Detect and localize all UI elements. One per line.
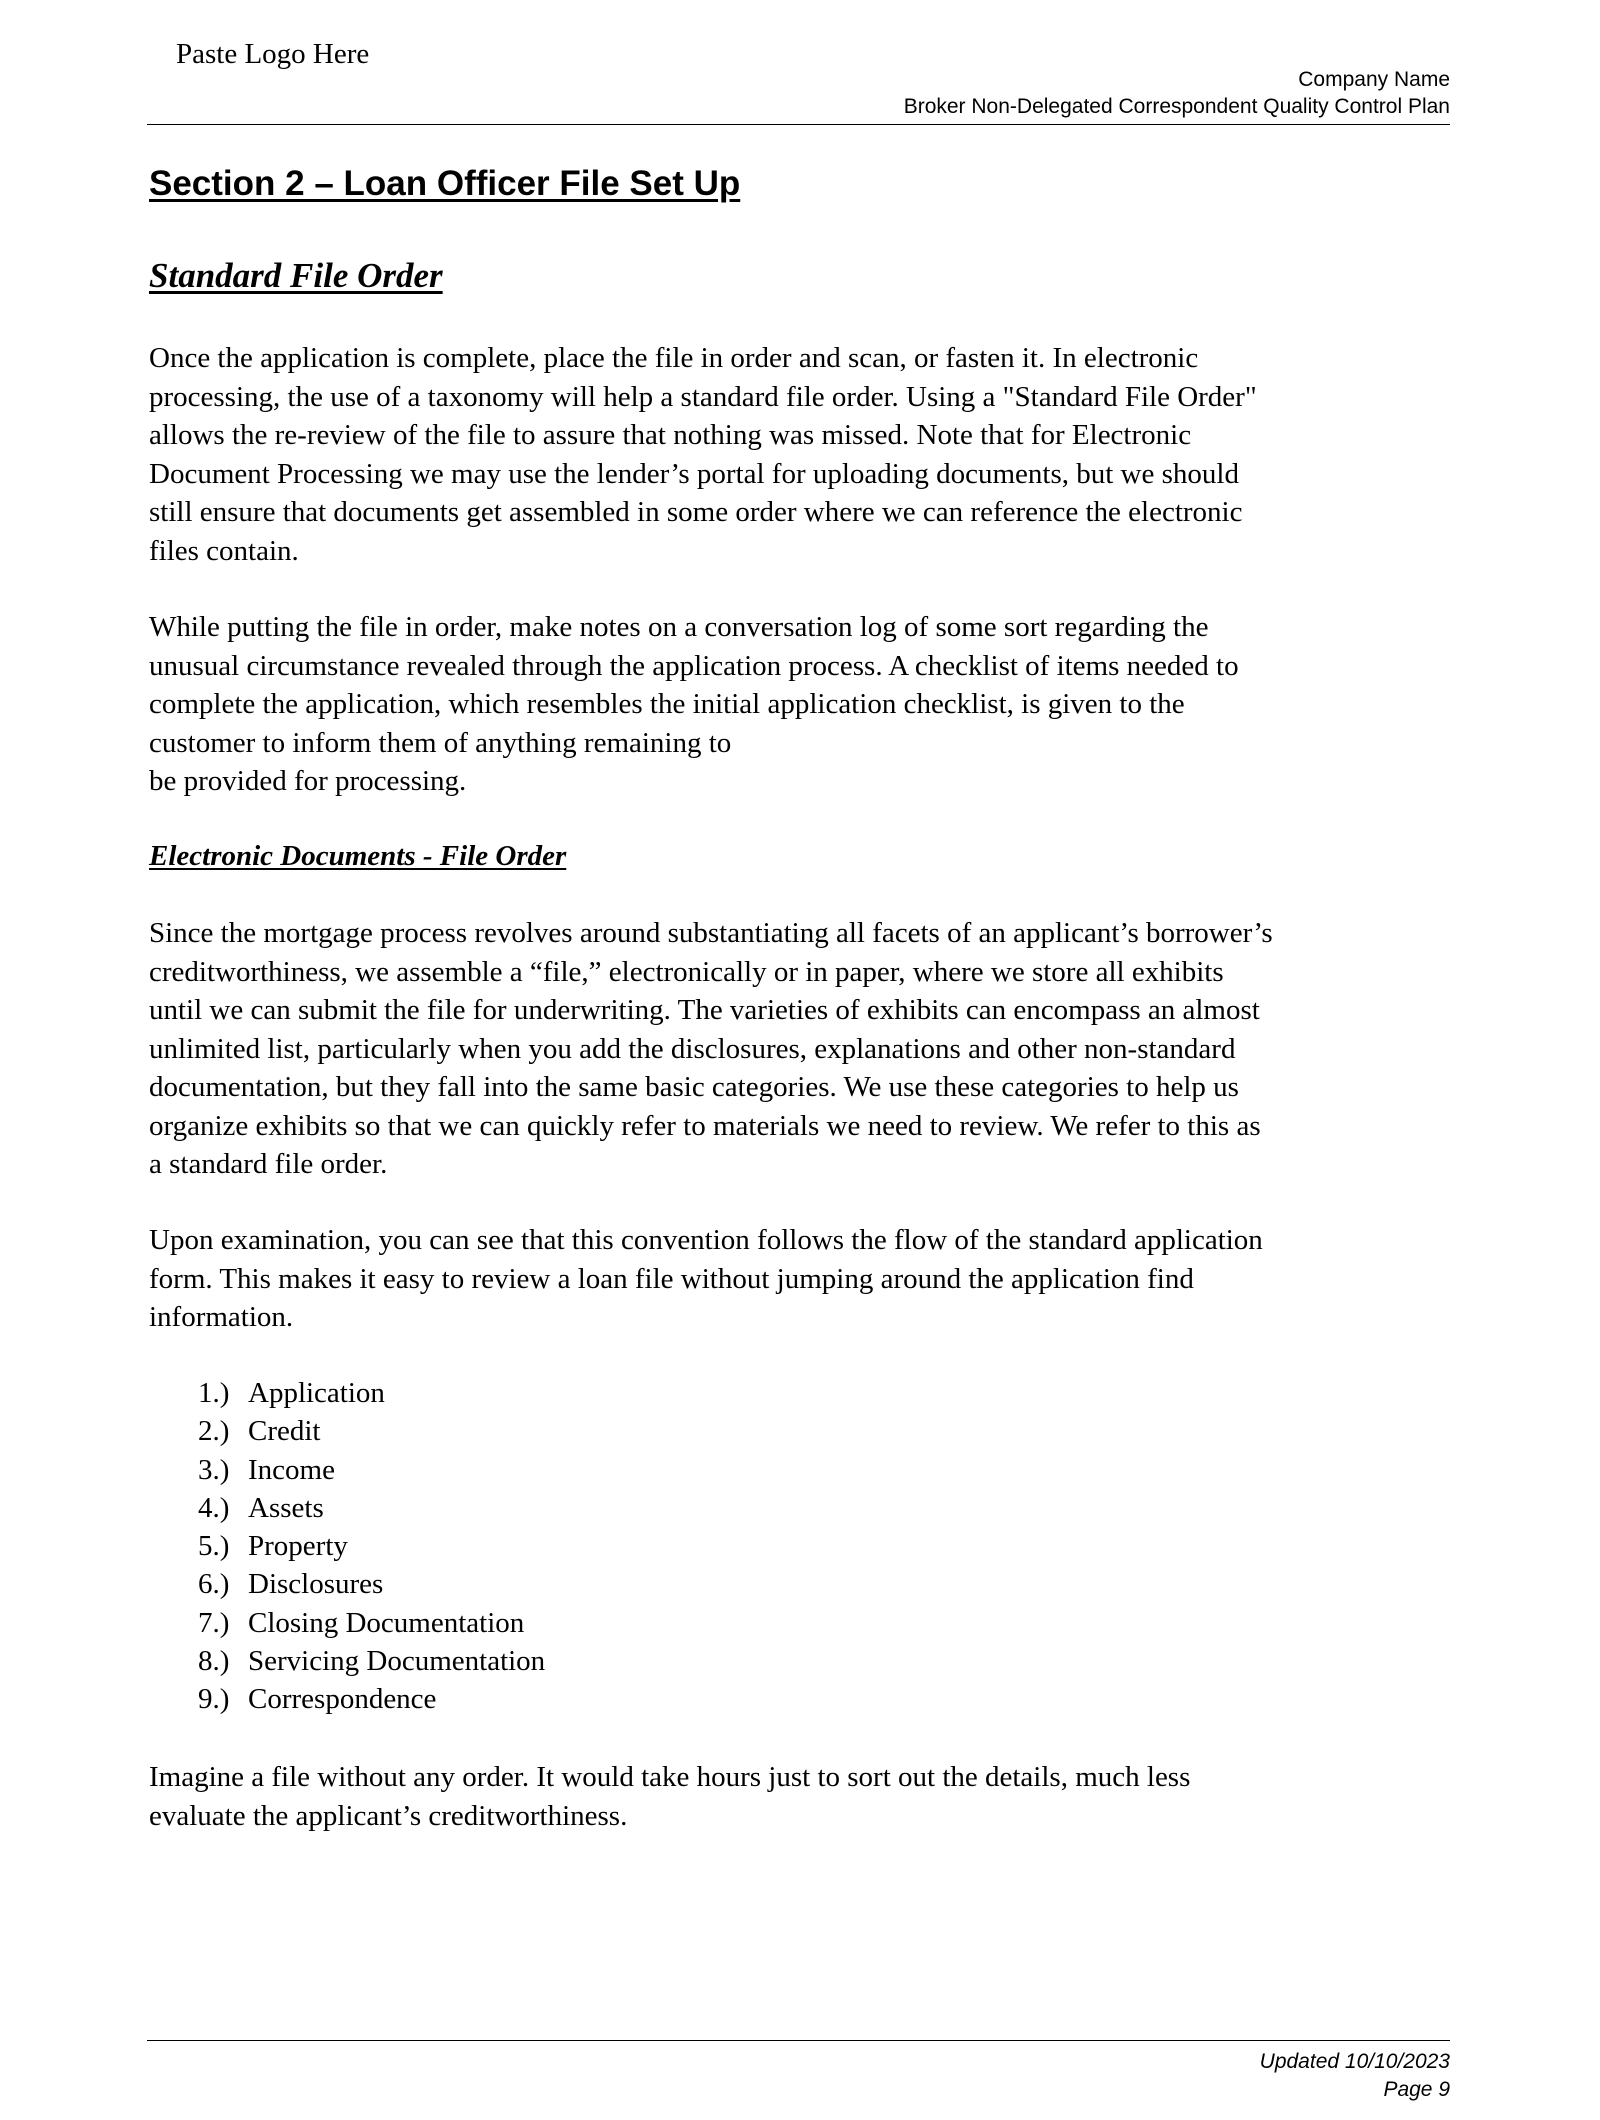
text-line: While putting the file in order, make notes on a conversation log of some sort regarding the xyxy=(149,611,1209,643)
list-item-label: Closing Documentation xyxy=(248,1606,525,1639)
list-item-label: Credit xyxy=(248,1415,321,1448)
text-line: organize exhibits so that we can quickly refer to materials we need to review. We refer to this as xyxy=(149,1109,1261,1142)
text-line: still ensure that documents get assembled in some order where we can reference the electronic xyxy=(149,496,1243,528)
list-item-number: 4.) xyxy=(198,1491,230,1524)
text-line: Imagine a file without any order. It would take hours just to sort out the details, much less xyxy=(149,1761,1191,1793)
text-line: Document Processing we may use the lender’s portal for uploading documents, but we should xyxy=(149,457,1239,490)
text-line: Once the application is complete, place the file in order and scan, or fasten it. In electronic xyxy=(149,342,1199,374)
text-line: unusual circumstance revealed through the application process. A checklist of items needed to xyxy=(149,649,1239,682)
list-item-number: 3.) xyxy=(198,1453,230,1486)
list-item xyxy=(198,1412,545,1450)
list-item-label: Income xyxy=(248,1453,335,1486)
text-line: creditworthiness, we assemble a “file,” electronically or in paper, where we store all exhibits xyxy=(149,955,1224,988)
text-line: Since the mortgage process revolves around substantiating all facets of an applicant’s borrower’s xyxy=(149,917,1273,949)
text-line: be provided for processing. xyxy=(149,765,467,797)
logo-placeholder: Paste Logo Here xyxy=(176,38,370,70)
text-line: files contain. xyxy=(149,534,299,567)
list-item xyxy=(198,1374,545,1412)
list-item-label: Servicing Documentation xyxy=(248,1645,546,1678)
list-item-number: 5.) xyxy=(198,1530,230,1563)
text-line: documentation, but they fall into the same basic categories. We use these categories to help us xyxy=(149,1071,1239,1103)
list-item xyxy=(198,1451,545,1489)
company-name: Company Name xyxy=(1298,68,1450,91)
page-header xyxy=(904,66,1450,120)
list-item-number: 7.) xyxy=(198,1606,230,1639)
list-item xyxy=(198,1604,545,1642)
list-item xyxy=(198,1680,545,1718)
text-line: Upon examination, you can see that this convention follows the flow of the standard application xyxy=(149,1224,1263,1256)
text-line: allows the re-review of the file to assure that nothing was missed. Note that for Electronic xyxy=(149,419,1192,451)
list-item-number: 2.) xyxy=(198,1415,230,1448)
electronic-documents-paragraph-2 xyxy=(149,1221,1454,1337)
list-item-number: 1.) xyxy=(198,1377,230,1409)
list-item xyxy=(198,1527,545,1565)
text-line: unlimited list, particularly when you add the disclosures, explanations and other non-standard xyxy=(149,1032,1236,1065)
closing-paragraph xyxy=(149,1758,1454,1835)
list-item xyxy=(198,1489,545,1527)
text-line: a standard file order. xyxy=(149,1148,388,1180)
text-line: evaluate the applicant’s creditworthiness. xyxy=(149,1799,628,1832)
electronic-documents-heading: Electronic Documents - File Order xyxy=(149,840,567,872)
text-line: until we can submit the file for underwriting. The varieties of exhibits can encompass an almost xyxy=(149,994,1260,1026)
file-order-list xyxy=(198,1374,545,1719)
standard-file-order-heading: Standard File Order xyxy=(149,256,443,295)
updated-date: Updated 10/10/2023 xyxy=(1259,2050,1450,2073)
list-item-number: 6.) xyxy=(198,1568,230,1601)
list-item-number: 9.) xyxy=(198,1683,230,1716)
header-divider xyxy=(147,124,1450,125)
text-line: information. xyxy=(149,1301,294,1333)
footer-divider xyxy=(147,2040,1450,2041)
list-item-label: Application xyxy=(248,1377,385,1409)
electronic-documents-paragraph-1 xyxy=(149,914,1454,1184)
list-item xyxy=(198,1565,545,1603)
page-footer xyxy=(1260,2048,1450,2104)
text-line: complete the application, which resembles the initial application checklist, is given to the xyxy=(149,688,1185,720)
page-number: Page 9 xyxy=(1383,2078,1450,2101)
list-item-number: 8.) xyxy=(198,1645,230,1678)
standard-file-order-paragraph-1 xyxy=(149,339,1454,570)
plan-title: Broker Non-Delegated Correspondent Quality Control Plan xyxy=(903,95,1450,118)
list-item-label: Disclosures xyxy=(248,1568,384,1601)
section-title: Section 2 – Loan Officer File Set Up xyxy=(149,164,741,203)
text-line: processing, the use of a taxonomy will help a standard file order. Using a "Standard File Order" xyxy=(149,380,1257,413)
list-item-label: Assets xyxy=(248,1491,324,1524)
standard-file-order-paragraph-2 xyxy=(149,608,1454,801)
text-line: form. This makes it easy to review a loan file without jumping around the application find xyxy=(149,1262,1194,1295)
list-item xyxy=(198,1642,545,1680)
list-item-label: Property xyxy=(248,1530,348,1563)
text-line: customer to inform them of anything remaining to xyxy=(149,726,732,759)
list-item-label: Correspondence xyxy=(248,1683,437,1716)
